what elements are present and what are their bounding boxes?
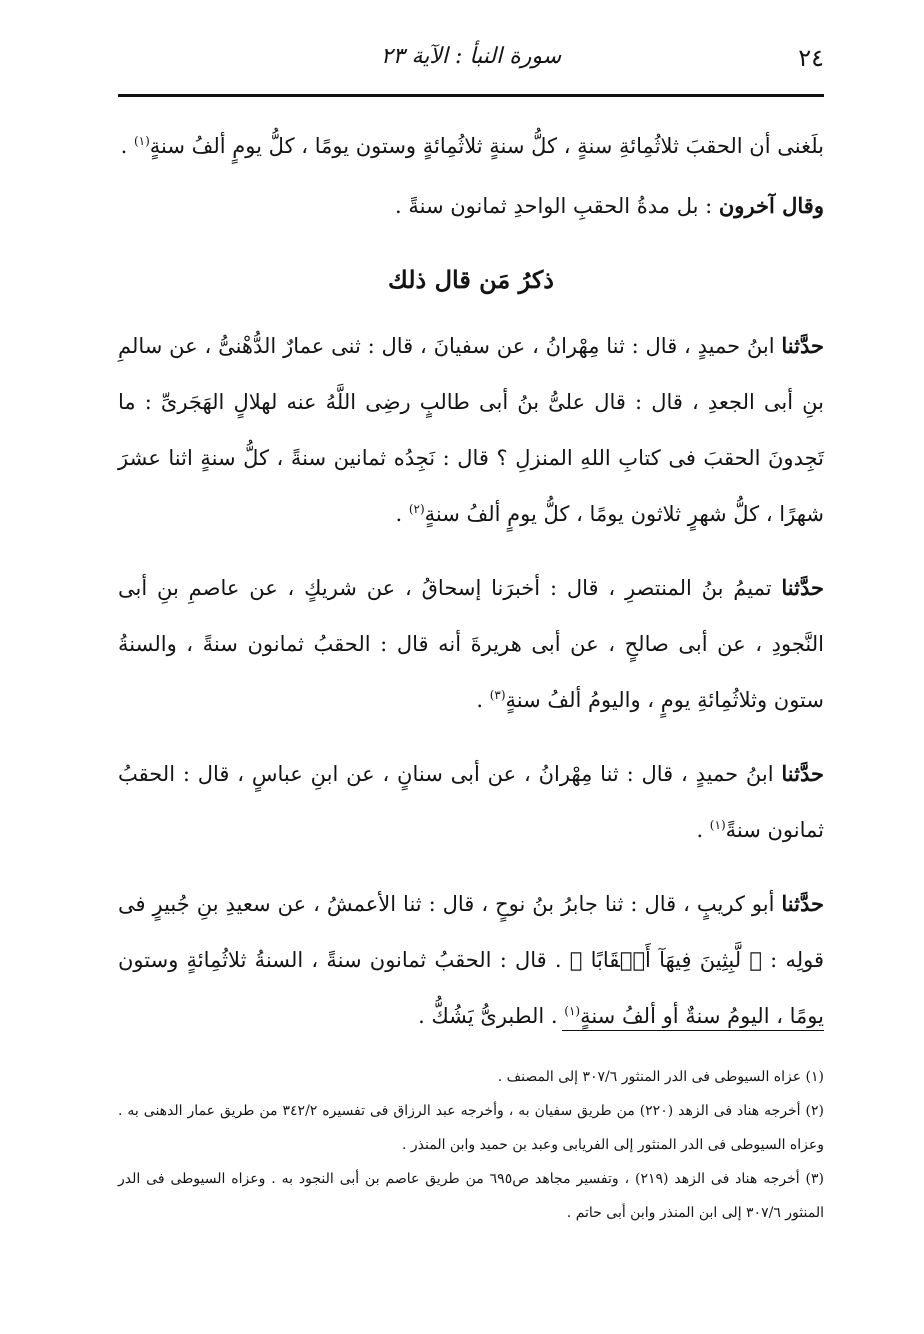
footnote: (٢) أخرجه هناد فى الزهد (٢٢٠) من طريق سفيان به ، وأخرجه عبد الرزاق فى تفسيره ٣٤٢/٢ من طريق عمار الدهنى به . وعزاه السيوطى فى الدر المنثور إلى الفريابى وعبد بن حميد وابن المنذر . [118, 1103, 824, 1153]
paragraph [118, 178, 824, 234]
paragraph [118, 876, 824, 1044]
page-header [118, 40, 824, 90]
footnote-marker: (٢) [408, 502, 425, 516]
paragraph-lead: حدَّثنا [781, 891, 824, 916]
paragraph [118, 746, 824, 858]
paragraph-text: ابنُ حميدٍ ، قال : ثنا مِهْرانُ ، عن أبى سنانٍ ، عن ابنِ عباسٍ ، قال : الحقبُ ثمانون سنةً [118, 762, 824, 842]
paragraph-end: . [120, 134, 134, 158]
paragraph-text: : بل مدةُ الحقبِ الواحدِ ثمانون سنةً . [395, 194, 719, 218]
footnotes [118, 1060, 824, 1230]
footnote-marker: (٣) [489, 688, 506, 702]
footnote: (١) عزاه السيوطى فى الدر المنثور ٣٠٧/٦ إلى المصنف . [497, 1069, 824, 1085]
paragraph-end: . [395, 502, 409, 526]
section-heading: ذكرُ مَن قال ذلك [388, 265, 554, 294]
footnote: (٣) أخرجه هناد فى الزهد (٢١٩) ، وتفسير مجاهد ص٦٩٥ من طريق عاصم بن أبى النجود به . وعزاه السيوطى فى الدر المنثور ٣٠٧/٦ إلى ابن المنذر وابن أبى حاتم . [118, 1171, 824, 1221]
paragraph [118, 118, 824, 174]
paragraph-end: . [696, 818, 710, 842]
paragraph-text: بلَغنى أن الحقبَ ثلاثُمِائةِ سنةٍ ، كلُّ سنةٍ ثلاثُمِائةٍ وستون يومًا ، كلُّ يومٍ ألفُ سنةٍ [149, 134, 824, 158]
paragraph-lead: حدَّثنا [781, 333, 824, 358]
paragraph-text: ابنُ حميدٍ ، قال : ثنا مِهْرانُ ، عن سفيانَ ، قال : ثنى عمارٌ الدُّهْنىُّ ، عن سالمِ بنِ أبى الجعدِ ، قال : قال علىُّ بنُ أبى طالبٍ رضِى اللَّهُ عنه لهلالٍ الهَجَرىِّ : ما تَجِدونَ الحقبَ فى كتابِ اللهِ المنزلِ ؟ قال : نَجِدُه ثمانين سنةً ، كلُّ سنةٍ اثنا عشرَ شهرًا ، كلُّ شهرٍ ثلاثون يومًا ، كلُّ يومٍ ألفُ سنةٍ [118, 334, 824, 526]
footnote-marker: (١) [133, 134, 150, 148]
paragraph-lead: حدَّثنا [781, 575, 824, 600]
paragraph [118, 560, 824, 728]
paragraph-end: . الطبرىُّ يَشُكُّ . [418, 1004, 565, 1028]
main-text [118, 118, 824, 1048]
paragraph-text: تميمُ بنُ المنتصرِ ، قال : أخبرَنا إسحاقُ ، عن شريكٍ ، عن عاصمِ بنِ أبى النَّجودِ ، عن أبى صالحٍ ، عن أبى هريرةَ أنه قال : الحقبُ ثمانون سنةً ، والسنةُ ستون وثلاثُمِائةِ يومٍ ، واليومُ ألفُ سنةٍ [118, 576, 824, 712]
paragraph-lead: وقال آخرون [718, 193, 824, 218]
page-number: ٢٤ [798, 44, 824, 72]
paragraph [118, 318, 824, 542]
paragraph-end: . [476, 688, 490, 712]
paragraph-lead: حدَّثنا [781, 761, 824, 786]
header-rule [118, 94, 824, 97]
footnote-rule [562, 1030, 824, 1031]
paragraph-text: أبو كريبٍ ، قال : ثنا جابرُ بنُ نوحٍ ، قال : ثنا الأعمشُ ، عن سعيدِ بنِ جُبيرٍ فى قولِه : ﴿ لَّبِثِينَ فِيهَآ أَحۡقَابًا ﴾ . قال : الحقبُ ثمانون سنةً ، السنةُ ثلاثُمِائةٍ وستون يومًا ، اليومُ سنةٌ أو ألفُ سنةٍ [118, 892, 824, 1028]
running-title: سورة النبأ : الآية ٢٣ [380, 44, 562, 69]
footnote-marker: (١) [564, 1004, 581, 1018]
footnote-marker: (١) [709, 818, 726, 832]
